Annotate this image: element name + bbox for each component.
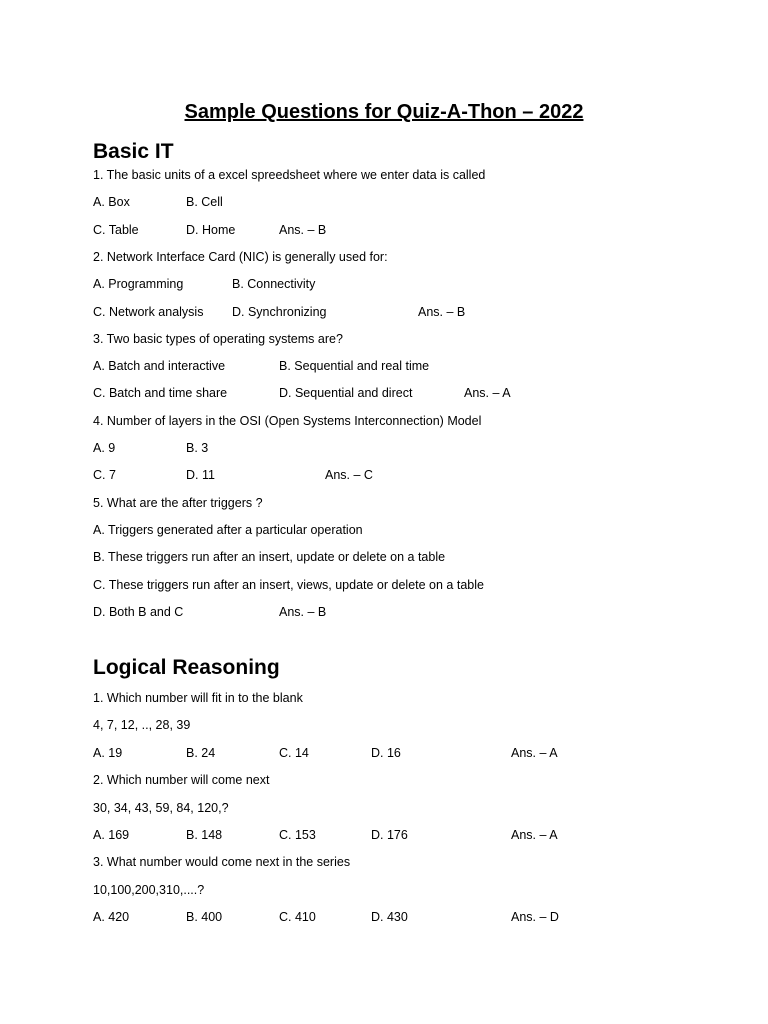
question-line [93, 521, 693, 539]
question-line [93, 908, 693, 926]
line-text: 4. Number of layers in the OSI (Open Systems Interconnection) Model [93, 413, 482, 428]
option-text: B. Sequential and real time [279, 359, 430, 374]
option-text: B. Connectivity [232, 277, 316, 292]
question-line [93, 303, 693, 321]
section-heading: Basic IT [93, 140, 174, 163]
line-text: 1. The basic units of a excel spreedsheet where we enter data is called [93, 168, 486, 182]
question-line [93, 853, 693, 871]
option-text: D. 176 [371, 828, 408, 842]
line-text: 3. What number would come next in the series [93, 855, 351, 870]
option-text: B. 24 [186, 745, 216, 760]
option-text: C. 410 [279, 910, 316, 925]
line-text: 10,100,200,310,....? [93, 882, 205, 897]
question-line [93, 330, 693, 348]
line-text: A. 169 [93, 828, 130, 842]
option-text: Ans. – C [325, 468, 373, 483]
option-text: Ans. – B [279, 222, 327, 237]
line-text: 30, 34, 43, 59, 84, 120,? [93, 800, 229, 815]
line-text: D. Both B and C [93, 604, 184, 619]
question-line [93, 166, 693, 184]
line-text: A. 19 [93, 745, 123, 760]
line-text: 1. Which number will fit in to the blank [93, 691, 303, 705]
question-line [93, 193, 693, 211]
line-text: A. Triggers generated after a particular operation [93, 522, 363, 537]
option-text: D. Sequential and direct [279, 386, 413, 401]
option-text: Ans. – D [511, 910, 559, 925]
question-line [93, 248, 693, 266]
line-text: B. These triggers run after an insert, update or delete on a table [93, 550, 446, 565]
line-text: C. 7 [93, 468, 116, 483]
question-line [93, 881, 693, 899]
question-line [93, 799, 693, 817]
question-line [93, 744, 693, 762]
line-text: A. 9 [93, 441, 116, 455]
question-line [93, 689, 693, 707]
option-text: D. 430 [371, 910, 408, 925]
option-text: D. 11 [186, 468, 215, 483]
option-text: C. 14 [279, 745, 309, 760]
question-line [93, 494, 693, 512]
section-heading: Logical Reasoning [93, 656, 280, 679]
line-text: 2. Network Interface Card (NIC) is generally used for: [93, 249, 388, 264]
question-line [93, 439, 693, 457]
option-text: Ans. – A [511, 828, 558, 842]
option-text: D. Home [186, 222, 236, 237]
line-text: 2. Which number will come next [93, 773, 270, 788]
line-text: C. Network analysis [93, 304, 204, 319]
question-line [93, 771, 693, 789]
option-text: C. 153 [279, 828, 316, 842]
question-line [93, 275, 693, 293]
question-line [93, 826, 693, 844]
option-text: B. 400 [186, 910, 223, 925]
question-line [93, 716, 693, 734]
option-text: B. Cell [186, 195, 223, 210]
line-text: A. Programming [93, 277, 184, 292]
line-text: 4, 7, 12, .., 28, 39 [93, 718, 191, 733]
question-line [93, 576, 693, 594]
question-line [93, 603, 693, 621]
line-text: C. Table [93, 222, 139, 237]
question-line [93, 221, 693, 239]
line-text: A. 420 [93, 910, 130, 925]
line-text: 5. What are the after triggers ? [93, 495, 263, 510]
option-text: D. Synchronizing [232, 304, 327, 319]
line-text: A. Batch and interactive [93, 359, 226, 374]
question-line [93, 466, 693, 484]
question-line [93, 384, 693, 402]
line-text: 3. Two basic types of operating systems are? [93, 331, 343, 346]
option-text: Ans. – B [418, 304, 466, 319]
line-text: C. Batch and time share [93, 386, 228, 401]
option-text: Ans. – B [279, 604, 327, 619]
option-text: B. 148 [186, 828, 223, 842]
option-text: B. 3 [186, 441, 209, 455]
line-text: C. These triggers run after an insert, views, update or delete on a table [93, 577, 484, 592]
question-line [93, 412, 693, 430]
line-text: A. Box [93, 195, 130, 210]
question-line [93, 548, 693, 566]
page-title: Sample Questions for Quiz-A-Thon – 2022 [184, 101, 584, 123]
option-text: Ans. – A [511, 745, 558, 760]
question-line [93, 357, 693, 375]
option-text: Ans. – A [464, 386, 511, 401]
option-text: D. 16 [371, 745, 401, 760]
